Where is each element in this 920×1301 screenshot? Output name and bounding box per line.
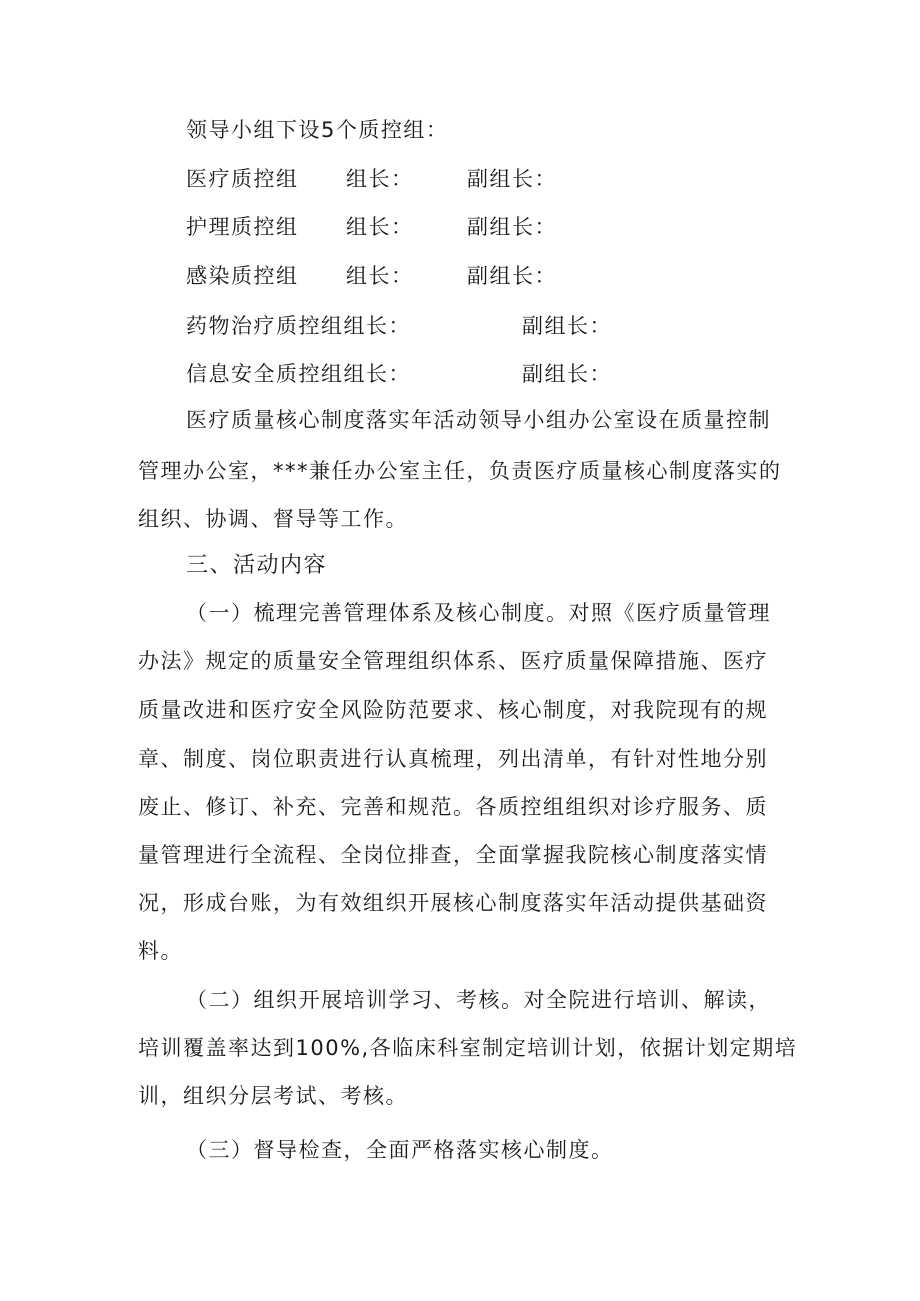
paragraph-line: 培训覆盖率达到100%,各临床科室制定培训计划，依据计划定期培 bbox=[138, 1036, 798, 1060]
group-deputy-label: 副组长： bbox=[467, 264, 557, 288]
group-name: 药物治疗质控组组长： bbox=[186, 314, 411, 338]
paragraph-line: 医疗质量核心制度落实年活动领导小组办公室设在质量控制 bbox=[186, 408, 771, 432]
paragraph-line: 废止、修订、补充、完善和规范。各质控组组织对诊疗服务、质 bbox=[138, 795, 768, 819]
group-leader-label: 组长： bbox=[346, 264, 414, 288]
item-three-line: （三）督导检查，全面严格落实核心制度。 bbox=[186, 1138, 614, 1162]
paragraph-line: 量管理进行全流程、全岗位排查，全面掌握我院核心制度落实情 bbox=[138, 843, 768, 867]
paragraph-line: 章、制度、岗位职责进行认真梳理，列出清单，有针对性地分别 bbox=[138, 747, 768, 771]
group-deputy-label: 副组长： bbox=[467, 215, 557, 239]
group-name: 护理质控组 bbox=[186, 215, 299, 239]
group-deputy-label: 副组长： bbox=[522, 362, 612, 386]
paragraph-line: （二）组织开展培训学习、考核。对全院进行培训、解读， bbox=[186, 988, 771, 1012]
section-heading: 三、活动内容 bbox=[186, 553, 328, 578]
group-deputy-label: 副组长： bbox=[467, 167, 557, 191]
group-leader-label: 组长： bbox=[346, 167, 414, 191]
paragraph-line: 训，组织分层考试、考核。 bbox=[138, 1084, 408, 1108]
group-name: 医疗质控组 bbox=[186, 167, 299, 191]
paragraph-line: 组织、协调、督导等工作。 bbox=[138, 507, 408, 531]
paragraph-line: 办法》规定的质量安全管理组织体系、医疗质量保障措施、医疗 bbox=[138, 649, 768, 673]
paragraph-line: 管理办公室，***兼任办公室主任，负责医疗质量核心制度落实的 bbox=[138, 459, 782, 483]
paragraph-line: 质量改进和医疗安全风险防范要求、核心制度，对我院现有的规 bbox=[138, 698, 768, 722]
paragraph-line: （一）梳理完善管理体系及核心制度。对照《医疗质量管理 bbox=[186, 601, 771, 625]
group-leader-label: 组长： bbox=[346, 215, 414, 239]
group-deputy-label: 副组长： bbox=[522, 314, 612, 338]
intro-line: 领导小组下设5个质控组： bbox=[186, 118, 449, 142]
paragraph-line: 料。 bbox=[138, 939, 183, 963]
group-name: 感染质控组 bbox=[186, 264, 299, 288]
paragraph-line: 况，形成台账，为有效组织开展核心制度落实年活动提供基础资 bbox=[138, 891, 768, 915]
group-name: 信息安全质控组组长： bbox=[186, 362, 411, 386]
